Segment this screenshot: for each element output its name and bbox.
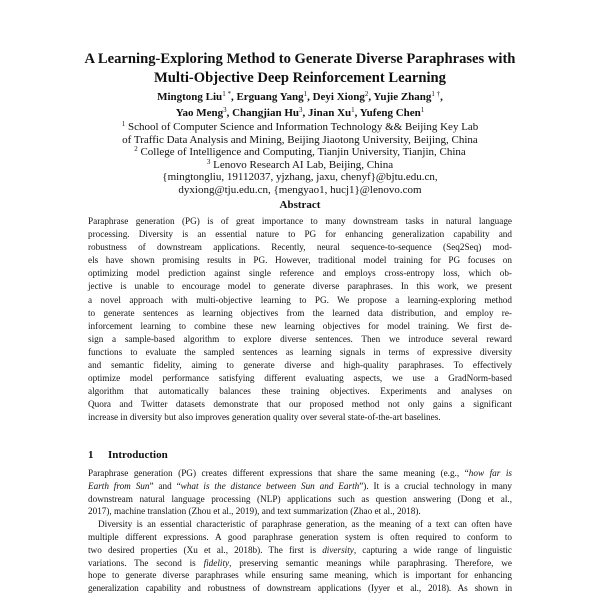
section-heading-introduction xyxy=(88,449,168,462)
section-title: Introduction xyxy=(108,449,168,461)
intro-line: 2017), machine translation (Zhou et al., 2019), and text summarization (Zhao et al., 2018). xyxy=(88,506,421,517)
affiliation-text: of Traffic Data Analysis and Mining, Beijing Jiaotong University, Beijing, China xyxy=(122,133,478,146)
affiliation-text: Lenovo Research AI Lab, Beijing, China xyxy=(213,158,394,171)
abstract-line: Quora and Twitter datasets demonstrate that our proposed method not only gains a significant xyxy=(88,399,512,410)
abstract-line: optimizing model prediction against single reference and employs cross-entropy loss, which ob- xyxy=(88,268,512,279)
intro-emphasis: what is the distance between Sun and Earth xyxy=(180,480,360,491)
author-line-1: Mingtong Liu$^{1 *}$, Erguang Yang$^1$, Deyi Xiong$^2$, Yujie Zhang$^{1 \dagger}$, xyxy=(157,90,443,103)
author-name: Yao Meng xyxy=(175,107,224,119)
intro-line: generalization capability and robustness of downstream applications (Iyyer et al., 2018). As shown in xyxy=(88,583,512,594)
title-line-1: A Learning-Exploring Method to Generate Diverse Paraphrases with xyxy=(84,51,516,67)
abstract-line: a novel approach with multi-objective learning to PG. We propose a learning-exploring method xyxy=(88,294,512,305)
abstract-line: inforcement learning to combine these new learning objectives for model training. We first de- xyxy=(88,320,512,331)
paper-title xyxy=(40,50,560,88)
intro-text: ”). It is a crucial technology in many xyxy=(359,480,512,491)
email-line xyxy=(40,184,560,197)
author-affil-mark: 3 xyxy=(299,106,303,114)
author-affil-mark: 2 xyxy=(364,90,369,98)
abstract-line: processing. Diversity is an essential nature to PG for enhancing generalization capability and xyxy=(88,229,512,240)
introduction-text xyxy=(88,467,512,595)
affiliation-line xyxy=(40,134,560,147)
section-number: 1 xyxy=(88,449,94,461)
affiliation-text: School of Computer Science and Information Technology && Beijing Key Lab xyxy=(127,121,479,133)
intro-emphasis: Earth from Sun xyxy=(88,480,150,491)
abstract-line: algorithm that automatically balances these training objectives. Experiments and analyses on xyxy=(88,386,512,397)
abstract-line: functions to evaluate the sampled sentences as learning signals in terms of expressive diversity xyxy=(88,346,512,357)
affil-mark: 2 xyxy=(134,145,138,154)
affiliation-line xyxy=(40,146,560,159)
abstract-line: to generate sentences as learning objectives from the learned data distribution, and employ re- xyxy=(88,307,512,318)
intro-text: ” and “ xyxy=(149,480,181,491)
affiliation-text: College of Intelligence and Computing, Tianjin University, Tianjin, China xyxy=(140,146,466,159)
intro-line: downstream natural language processing (NLP) applications such as question answering (Dong et al., xyxy=(88,493,512,504)
affiliations xyxy=(40,121,560,197)
abstract-line: robustness of downstream applications. Recently, neural sequence-to-sequence (Seq2Seq) mod- xyxy=(88,242,512,253)
affil-mark: 3 xyxy=(206,157,211,166)
author-affil-mark: 1 * xyxy=(222,90,231,98)
intro-text: Paraphrase generation (PG) creates different expressions that share the same meaning (e.g., “ xyxy=(88,468,469,478)
abstract-line: increase in diversity but also improves generation quality over several state-of-the-art baselines. xyxy=(88,412,441,423)
author-affil-mark: 3 xyxy=(223,106,227,114)
abstract-line: optimize model performance satisfying different evaluating aspects, we use a GradNorm-based xyxy=(88,373,512,384)
author-affil-mark: 1 xyxy=(303,90,308,98)
author-affil-mark: 1 xyxy=(420,106,425,114)
abstract-line: sign a sample-based algorithm to explore diverse sentences. Then we introduce several reward xyxy=(88,333,512,344)
abstract-line: els have shown promising results in PG. However, traditional model training for PG focuses on xyxy=(88,255,512,266)
email-text: {mingtongliu, 19112037, yjzhang, jaxu, chenyf}@bjtu.edu.cn, xyxy=(162,171,438,184)
intro-line xyxy=(88,467,512,480)
intro-text: , preserving semantic meanings while paraphrasing. Therefore, we xyxy=(229,557,512,568)
intro-text: variations. The second is xyxy=(88,557,204,568)
author-name: Erguang Yang xyxy=(236,91,304,103)
intro-line xyxy=(88,480,512,493)
abstract-heading: Abstract xyxy=(279,199,321,211)
intro-text: two desired properties (Xu et al., 2018b). The first is xyxy=(88,544,323,555)
title-line-2: Multi-Objective Deep Reinforcement Learning xyxy=(154,70,446,86)
email-text: dyxiong@tju.edu.cn, {mengyao1, hucj1}@lenovo.com xyxy=(178,183,422,196)
affiliation-line xyxy=(40,159,560,172)
intro-emphasis: fidelity xyxy=(203,557,230,568)
intro-emphasis: diversity xyxy=(322,544,354,555)
author-name: Deyi Xiong xyxy=(312,91,365,103)
email-line xyxy=(40,171,560,184)
intro-line xyxy=(88,544,512,557)
author-name: Yujie Zhang xyxy=(373,91,432,103)
author-name: Jinan Xu xyxy=(308,107,352,119)
author-list xyxy=(40,89,560,121)
author-affil-mark: 1 xyxy=(351,106,355,114)
affiliation-line xyxy=(40,121,560,134)
intro-line: multiple different expressions. A good paraphrase generation system is often required to conform to xyxy=(88,531,512,542)
abstract-text xyxy=(88,215,512,425)
intro-text: , capturing a wide range of linguistic xyxy=(353,544,513,555)
author-name: Yufeng Chen xyxy=(359,107,421,119)
intro-line xyxy=(88,557,512,570)
abstract-line: jective is unable to encourage model to generate diverse paraphrases. In this work, we present xyxy=(88,281,512,292)
intro-line: hope to generate diverse paraphrases while ensuring same meaning, which is important for enhancing xyxy=(88,570,512,581)
author-affil-mark: 1 † xyxy=(431,90,441,98)
abstract-line: and semantic fidelity, aiming to generate diverse and high-quality paraphrases. To effectively xyxy=(88,360,512,371)
author-name: Changjian Hu xyxy=(232,107,300,119)
affil-mark: 1 xyxy=(121,120,126,128)
intro-line: Diversity is an essential characteristic of paraphrase generation, as the meaning of a text can often have xyxy=(98,519,512,530)
author-line-2: Yao Meng$^3$, Changjian Hu$^3$, Jinan Xu$^1$, Yufeng Chen$^1$ xyxy=(175,106,425,119)
intro-emphasis: how far is xyxy=(468,468,512,478)
author-name: Mingtong Liu xyxy=(157,91,223,103)
abstract-line: Paraphrase generation (PG) is of great importance to many downstream tasks in natural language xyxy=(88,216,512,226)
